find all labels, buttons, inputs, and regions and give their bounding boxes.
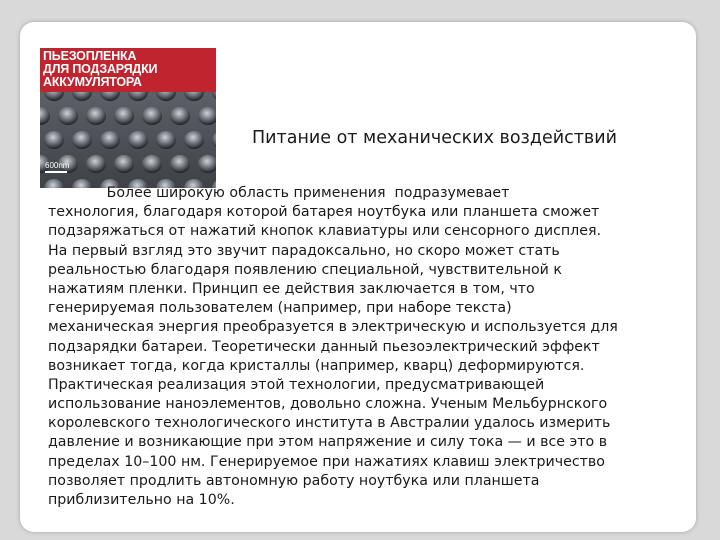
caption-line-3: АККУМУЛЯТОРА — [43, 75, 142, 89]
film-bump — [128, 131, 148, 149]
body-line: возникает тогда, когда кристаллы (например, кварц) деформируются. — [48, 357, 585, 374]
body-line: технология, благодаря которой батарея ноутбука или планшета сможет — [48, 204, 600, 221]
body-line: подзаряжаться от нажатий кнопок клавиатуры или сенсорного дисплея. — [48, 223, 602, 240]
body-line: реальностью благодаря появлению специальной, чувствительной к — [48, 261, 562, 278]
slide — [20, 22, 696, 532]
caption-line-2: ДЛЯ ПОДЗАРЯДКИ — [43, 62, 158, 76]
body-line: подзарядки батареи. Теоретически данный пьезоэлектрический эффект — [48, 338, 600, 355]
piezo-film-image — [40, 48, 216, 188]
film-bump — [184, 131, 204, 149]
body-line: приблизительно на 10%. — [48, 492, 235, 508]
body-line: генерируемая пользователем (например, при наборе текста) — [48, 300, 512, 317]
film-bump — [100, 131, 120, 149]
slide-title: Питание от механических воздействий — [252, 128, 617, 148]
film-bump — [114, 107, 134, 125]
body-line: механическая энергия преобразуется в электрическую и используется для — [48, 319, 618, 336]
body-line: использование наноэлементов, довольно сложна. Ученым Мельбурнского — [48, 396, 608, 413]
film-bump — [44, 131, 64, 149]
film-bump — [86, 155, 106, 173]
body-line: королевского технологического института в Австралии удалось измерить — [48, 415, 611, 432]
film-bump — [72, 131, 92, 149]
film-bump — [170, 155, 190, 173]
scale-bar — [45, 171, 67, 173]
film-bump — [114, 155, 134, 173]
body-line: Более широкую область применения подразумевает — [48, 185, 510, 201]
body-text — [48, 184, 618, 510]
body-line: пределах 10–100 нм. Генерируемое при нажатиях клавиш электричество — [48, 453, 605, 470]
film-bump — [170, 107, 190, 125]
body-line: давление и возникающие при этом напряжение и силу тока — и все это в — [48, 434, 608, 451]
body-line: нажатиям пленки. Принцип ее действия заключается в том, что — [48, 280, 535, 297]
film-bump — [156, 131, 176, 149]
caption-line-1: ПЬЕЗОПЛЕНКА — [43, 49, 137, 63]
film-bump — [142, 107, 162, 125]
scale-label: 600nm — [45, 161, 70, 170]
film-bump — [142, 155, 162, 173]
film-bump — [86, 107, 106, 125]
film-bump — [58, 107, 78, 125]
body-line: На первый взгляд это звучит парадоксально, но скоро может стать — [48, 242, 560, 259]
body-line: Практическая реализация этой технологии, предусматривающей — [48, 376, 545, 393]
body-line: позволяет продлить автономную работу ноутбука или планшета — [48, 472, 540, 489]
